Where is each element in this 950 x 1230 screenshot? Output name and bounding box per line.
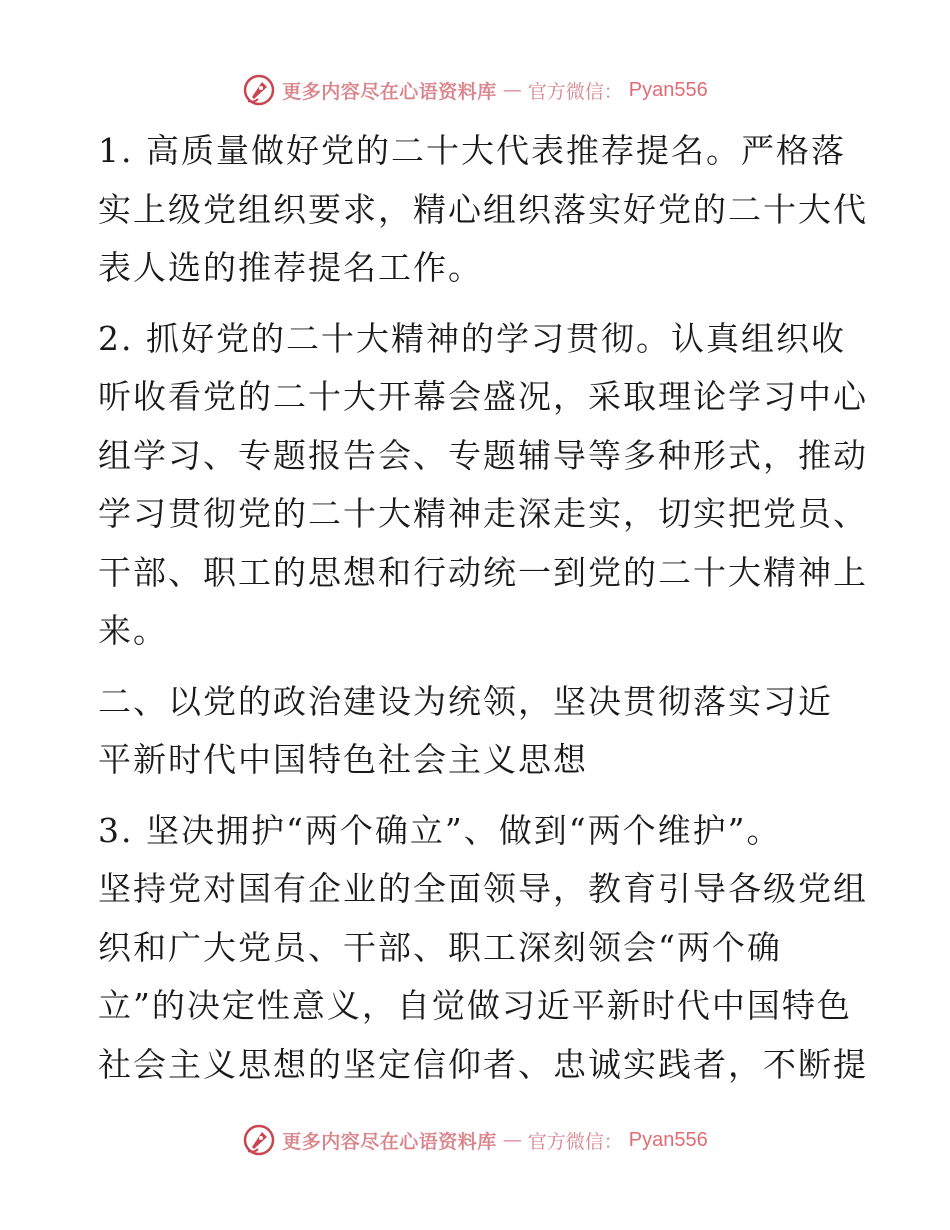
watermark-wechat-id: Pyan556 [628,1128,708,1151]
watermark-header [0,70,950,110]
watermark-main-text: 更多内容尽在心语资料库 [282,1130,497,1153]
pen-nib-logo-icon [242,1123,276,1157]
watermark-footer [0,1120,950,1160]
watermark-main-text: 更多内容尽在心语资料库 [282,80,497,103]
paragraph-1 [98,122,868,298]
text-line: 坚持党对国有企业的全面领导，教育引导各级党组 [98,869,868,908]
watermark-separator: — [502,79,522,101]
text-line: 3. 坚决拥护“两个确立”、做到“两个维护”。 [98,810,782,850]
text-line: 实上级党组织要求，精心组织落实好党的二十大代 [98,189,868,229]
text-line: 织和广大党员、干部、职工深刻领会“两个确 [98,927,782,967]
text-line: 听收看党的二十大开幕会盛况，采取理论学习中心 [98,377,868,416]
text-line: 立”的决定性意义，自觉做习近平新时代中国特色 [98,986,852,1025]
text-line: 表人选的推荐提名工作。 [98,248,483,287]
section-heading [98,673,850,790]
watermark-wechat-label: 官方微信： [527,1130,623,1153]
watermark-separator: — [502,1129,522,1151]
paragraph-2 [98,310,868,661]
text-line: 2. 抓好党的二十大精神的学习贯彻。认真组织收 [98,318,846,358]
text-line: 1. 高质量做好党的二十大代表推荐提名。严格落 [98,131,846,170]
watermark-wechat-label: 官方微信： [527,80,623,103]
document-body [98,122,868,1106]
pen-nib-logo-icon [242,73,276,107]
text-line: 二、以党的政治建设为统领，坚决贯彻落实习近 [98,681,833,721]
text-line: 来。 [98,611,168,650]
paragraph-3 [98,802,868,1095]
text-line: 平新时代中国特色社会主义思想 [98,740,588,779]
text-line: 学习贯彻党的二十大精神走深走实，切实把党员、 [98,494,868,533]
text-line: 干部、职工的思想和行动统一到党的二十大精神上 [98,552,868,592]
text-line: 组学习、专题报告会、专题辅导等多种形式，推动 [98,435,868,475]
text-line: 社会主义思想的坚定信仰者、忠诚实践者，不断提 [98,1044,868,1084]
watermark-wechat-id: Pyan556 [628,78,708,101]
